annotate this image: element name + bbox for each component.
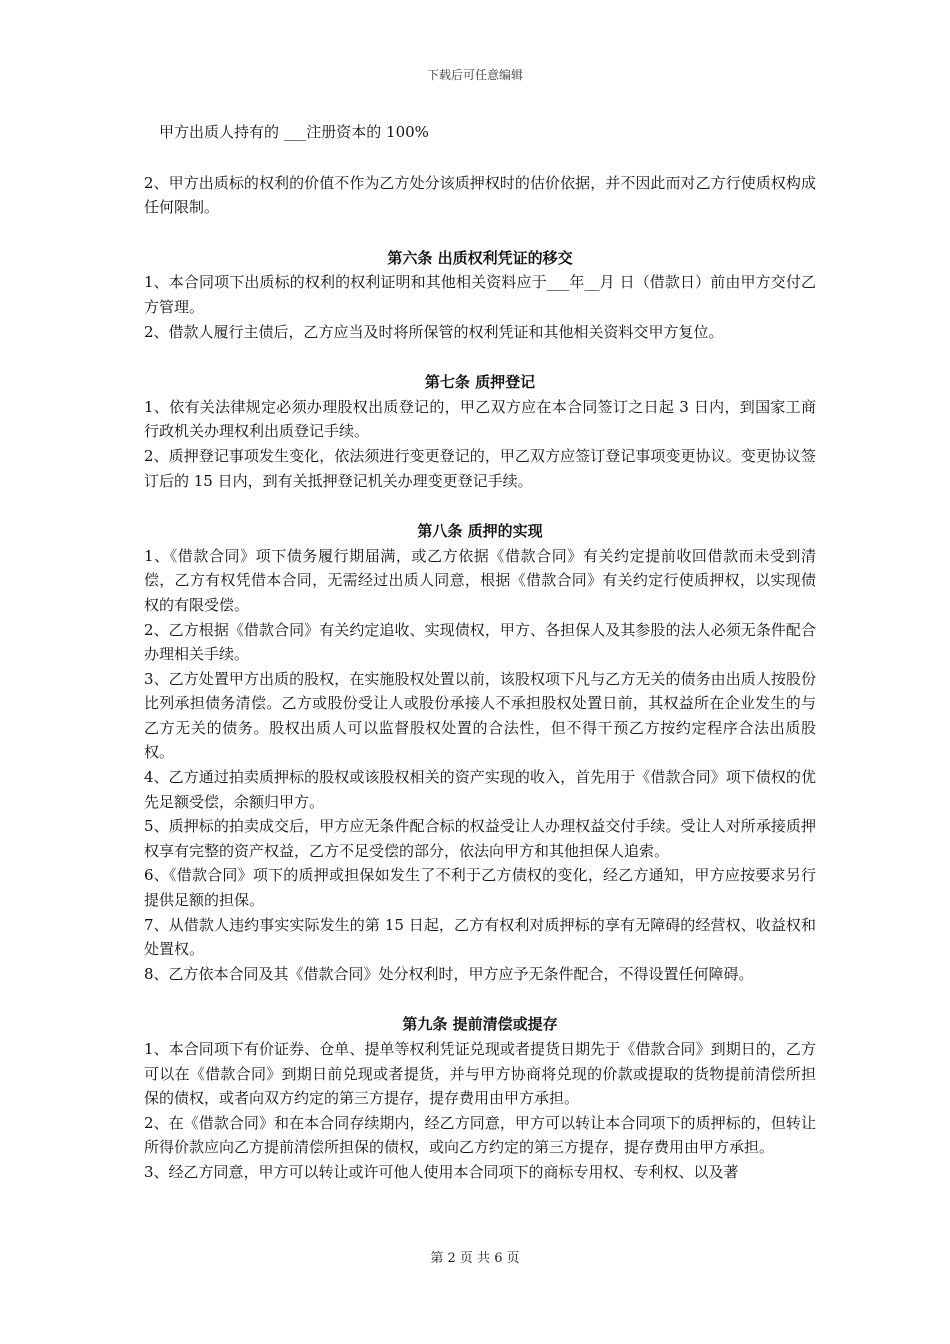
paragraph-spacer: [144, 493, 816, 519]
paragraph: 2、在《借款合同》和在本合同存续期内，经乙方同意，甲方可以转让本合同项下的质押标的，但转让所得价款应向乙方提前清偿所担保的债权，或向乙方约定的第三方提存，提存费用由甲方承担。: [144, 1113, 816, 1157]
paragraph: 8、乙方依本合同及其《借款合同》处分权利时，甲方应予无条件配合，不得设置任何障碍。: [144, 964, 754, 983]
paragraph: 2、质押登记事项发生变化，依法须进行变更登记的，甲乙双方应签订登记事项变更协议。变更协议签订后的 15 日内，到有关抵押登记机关办理变更登记手续。: [144, 446, 816, 490]
page-footer: 第 2 页 共 6 页: [430, 1251, 520, 1266]
paragraph-spacer: [144, 220, 816, 246]
paragraph: 7、从借款人违约事实实际发生的第 15 日起，乙方有权利对质押标的享有无障碍的经营权、收益权和处置权。: [144, 915, 816, 959]
section-heading: 第七条 质押登记: [424, 373, 536, 392]
paragraph: 2、借款人履行主债后，乙方应当及时将所保管的权利凭证和其他相关资料交甲方复位。: [144, 322, 724, 341]
section-heading: 第六条 出质权利凭证的移交: [387, 248, 573, 267]
paragraph: 1、本合同项下有价证券、仓单、提单等权利凭证兑现或者提货日期先于《借款合同》到期日的，乙方可以在《借款合同》到期日前兑现或者提货，并与甲方协商将兑现的价款或提取的货物提前清偿所担保的债权，或者向双方约定的第三方提存，提存费用由甲方承担。: [144, 1040, 816, 1108]
section-heading: 第九条 提前清偿或提存: [402, 1015, 558, 1034]
paragraph-spacer: [144, 145, 816, 171]
paragraph: 5、质押标的拍卖成交后，甲方应无条件配合标的权益受让人办理权益交付手续。受让人对所承接质押权享有完整的资产权益，乙方不足受偿的部分，依法向甲方和其他担保人追索。: [144, 817, 816, 860]
paragraph: 2、甲方出质标的权利的价值不作为乙方处分该质押权时的估价依据，并不因此而对乙方行使质权构成任何限制。: [144, 173, 816, 217]
paragraph: 4、乙方通过拍卖质押标的股权或该股权相关的资产实现的收入，首先用于《借款合同》项下债权的优先足额受偿，余额归甲方。: [144, 768, 816, 811]
paragraph: 1、《借款合同》项下债务履行期届满，或乙方依据《借款合同》有关约定提前收回借款而未受到清偿，乙方有权凭借本合同，无需经过出质人同意，根据《借款合同》有关约定行使质押权，以实现债权的有限受偿。: [144, 546, 816, 614]
paragraph: 3、经乙方同意，甲方可以转让或许可他人使用本合同项下的商标专用权、专利权、以及著: [144, 1162, 739, 1181]
document-body: [144, 120, 816, 1185]
paragraph: 3、乙方处置甲方出质的股权，在实施股权处置以前，该股权项下凡与乙方无关的债务由出质人按股份比列承担债务清偿。乙方或股份受让人或股份承接人不承担股权处置日前，其权益所在企业发生的与乙方无关的债务。股权出质人可以监督股权处置的合法性，但不得干预乙方按约定程序合法出质股权。: [144, 669, 816, 762]
paragraph: 2、乙方根据《借款合同》有关约定追收、实现债权，甲方、各担保人及其参股的法人必须无条件配合办理相关手续。: [144, 620, 816, 664]
page-header: 下载后可任意编辑: [426, 68, 523, 82]
paragraph: 甲方出质人持有的 ___注册资本的 100%: [159, 123, 429, 141]
paragraph: 1、本合同项下出质标的权利的权利证明和其他相关资料应于___年__月 日（借款日）前由甲方交付乙方管理。: [144, 273, 816, 316]
paragraph-spacer: [144, 986, 816, 1012]
section-heading: 第八条 质押的实现: [417, 522, 543, 541]
paragraph: 1、依有关法律规定必须办理股权出质登记的，甲乙双方应在本合同签订之日起 3 日内，到国家工商行政机关办理权利出质登记手续。: [144, 397, 816, 441]
paragraph-spacer: [144, 344, 816, 370]
paragraph: 6、《借款合同》项下的质押或担保如发生了不利于乙方债权的变化，经乙方通知，甲方应按要求另行提供足额的担保。: [144, 866, 816, 910]
